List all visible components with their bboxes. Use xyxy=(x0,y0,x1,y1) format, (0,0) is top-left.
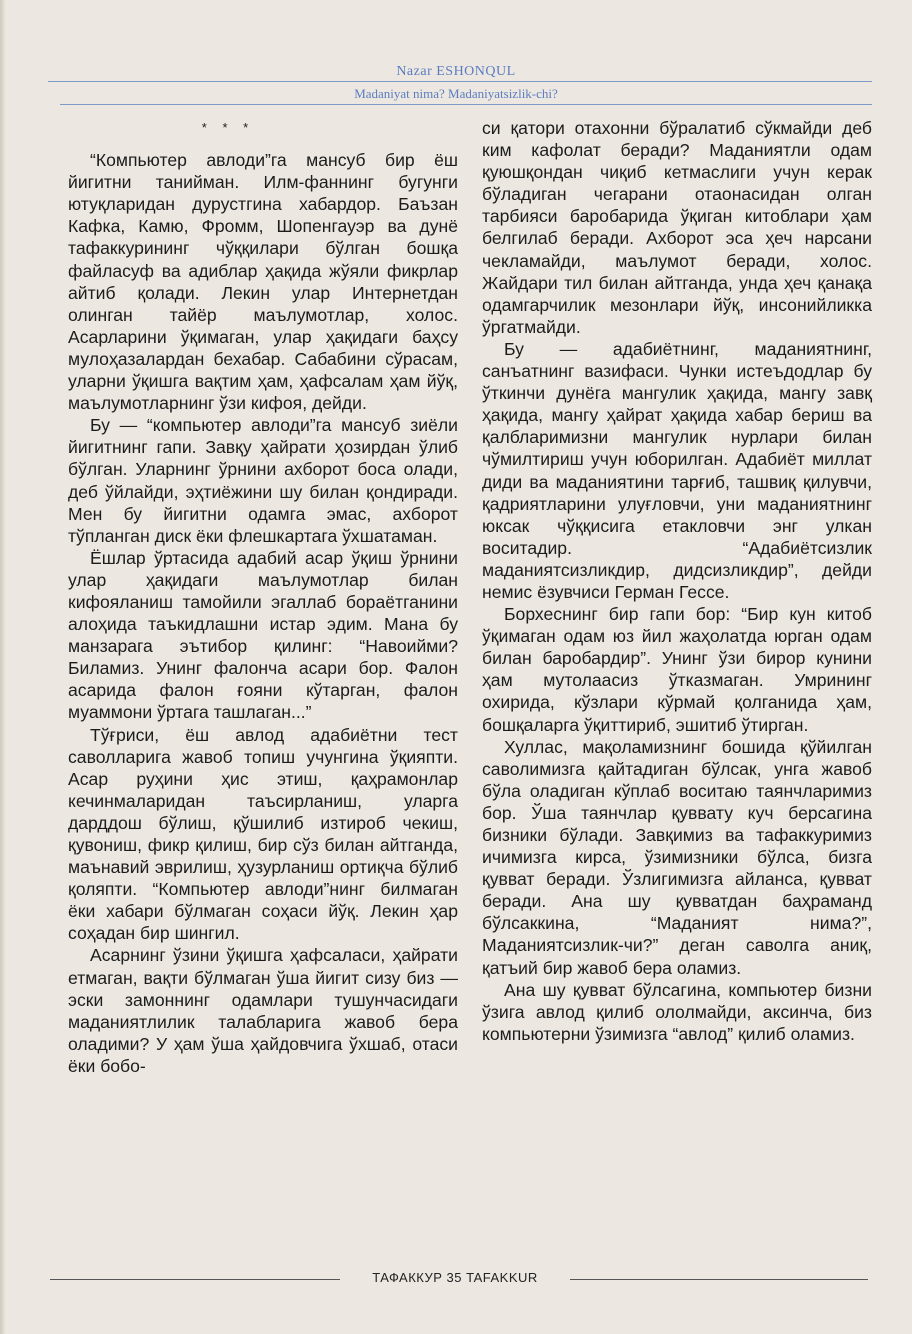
footer-page-label: ТАФАККУР 35 TAFAKKUR xyxy=(372,1270,538,1285)
paragraph: Бу — адабиётнинг, маданиятнинг, санъатнинг вазифаси. Чунки истеъдодлар бу ўткинчи дунёга мангулик ҳақида, мангу завқ ҳақида, мангу ҳайрат ҳақида хабар бериш ва қалбларимизни мангулик нурлари билан чўмилтириш учун юборилган. Адабиёт миллат диди ва маданиятини тарғиб, ташвиқ қилувчи, қадриятларини улуғловчи, уни маданиятнинг юксак чўққисига етакловчи энг улкан воситадир. “Адабиётсизлик маданиятсизликдир, дидсизликдир”, дейди немис ёзувчиси Герман Гессе. xyxy=(482,338,872,602)
page-fold-shadow xyxy=(0,0,6,1334)
article-subtitle: Madaniyat nima? Madaniyatsizlik-chi? xyxy=(354,86,558,101)
footer-rule-right xyxy=(570,1279,868,1280)
paragraph: Тўғриси, ёш авлод адабиётни тест саволларига жавоб топиш учунгина ўқияпти. Асар руҳини ҳис этиш, қаҳрамонлар кечинмаларидан таъсирланиш, уларга дарддош бўлиш, қўшилиб изтироб чекиш, қувониш, фикр қилиш, бир сўз билан айтганда, маънавий эврилиш, ҳузурланиш ортиқча бўлиб қоляпти. “Компьютер авлоди”нинг билмаган ёки хабари бўлмаган соҳаси йўқ. Лекин ҳар соҳадан бир шингил. xyxy=(68,724,458,944)
paragraph: си қатори отахонни бўралатиб сўкмайди деб ким кафолат беради? Маданиятли одам қуюшқондан чиқиб кетмаслиги учун керак бўладиган чегарани отаонасидан олган тарбияси баробарида ўқиган китоблари ҳам белгилаб беради. Ахборот эса ҳеч нарсани чекламайди, маълумот беради, холос. Жайдари тил билан айтганда, унда ҳеч қанақа одамгарчилик мезонлари йўқ, инсонийликка ўргатмайди. xyxy=(482,118,872,337)
header-rule-bottom xyxy=(60,104,872,105)
paragraph: Ана шу қувват бўлсагина, компьютер бизни ўзига авлод қилиб ололмайди, аксинча, биз компьютерни ўзимизга “авлод” қилиб оламиз. xyxy=(482,979,872,1044)
left-column xyxy=(68,117,458,1077)
paragraph: Борхеснинг бир гапи бор: “Бир кун китоб ўқимаган одам юз йил жаҳолатда юрган одам билан баробардир”. Унинг ўзи бирор кунини ҳам мутолаасиз ўтказмаган. Умрининг охирида, кўзлари кўрмай қолганида ҳам, бошқаларга ўқиттириб, эшитиб ўтирган. xyxy=(482,604,872,735)
paragraph: “Компьютер авлоди”га мансуб бир ёш йигитни танийман. Илм-фаннинг бугунги ютуқларидан дурустгина хабардор. Баъзан Кафка, Камю, Фромм, Шопенгауэр ва дунё тафаккурининг чўққилари бўлган бошқа файласуф ва адиблар ҳақида жўяли фикрлар айтиб қолади. Лекин улар Интернетдан олинган тайёр маълумотлар, холос. Асарларини ўқимаган, улар ҳақидаги баҳсу мулоҳазалардан бехабар. Сабабини сўрасам, уларни ўқишга вақтим ҳам, ҳафсалам ҳам йўқ, маълумотларнинг ўзи кифоя, дейди. xyxy=(68,150,458,414)
author-name: Nazar ESHONQUL xyxy=(396,64,516,79)
header-rule-top xyxy=(48,81,872,82)
paragraph: Ёшлар ўртасида адабий асар ўқиш ўрнини улар ҳақидаги маълумотлар билан кифояланиш тамойили эгаллаб бораётганини алоҳида таъкидлашни истар эдим. Мана бу манзарага эътибор қилинг: “Навоийми? Биламиз. Унинг фалонча асари бор. Фалон асарида фалон ғояни кўтарган, фалон муаммони ўртага ташлаган...” xyxy=(68,547,458,723)
footer-rule-left xyxy=(50,1279,340,1280)
section-stars: * * * xyxy=(201,120,255,135)
paragraph: Асарнинг ўзини ўқишга ҳафсаласи, ҳайрати етмаган, вақти бўлмаган ўша йигит сизу биз — эски замоннинг одамлари тушунчасидаги маданиятлилик талабларига жавоб бера оладими? У ҳам ўша ҳайдовчига ўхшаб, отаси ёки бобо- xyxy=(68,945,458,1076)
paragraph: Бу — “компьютер авлоди”га мансуб зиёли йигитнинг гапи. Завқу ҳайрати ҳозирдан ўлиб бўлган. Уларнинг ўрнини ахборот боса олади, деб ўйлайди, эҳтиёжини шу билан қондиради. Мен бу йигитни одамга эмас, ахборот тўпланган диск ёки флешкартага ўхшатаман. xyxy=(68,415,458,546)
right-column xyxy=(482,117,872,1045)
paragraph: Хуллас, мақоламизнинг бошида қўйилган саволимизга қайтадиган бўлсак, унга жавоб бўла оладиган кўплаб воситаю таянчларимиз бор. Ўша таянчлар қуввату куч берсагина бизники бўлади. Завқимиз ва тафаккуримиз ичимизга кирса, ўзимизники бўлса, бизга қувват беради. Ўзлигимизга айланса, қувват беради. Ана шу қувватдан баҳраманд бўлсаккина, “Маданият нима?”, Маданиятсизлик-чи?” деган саволга аниқ, қатъий бир жавоб бера оламиз. xyxy=(482,736,872,978)
